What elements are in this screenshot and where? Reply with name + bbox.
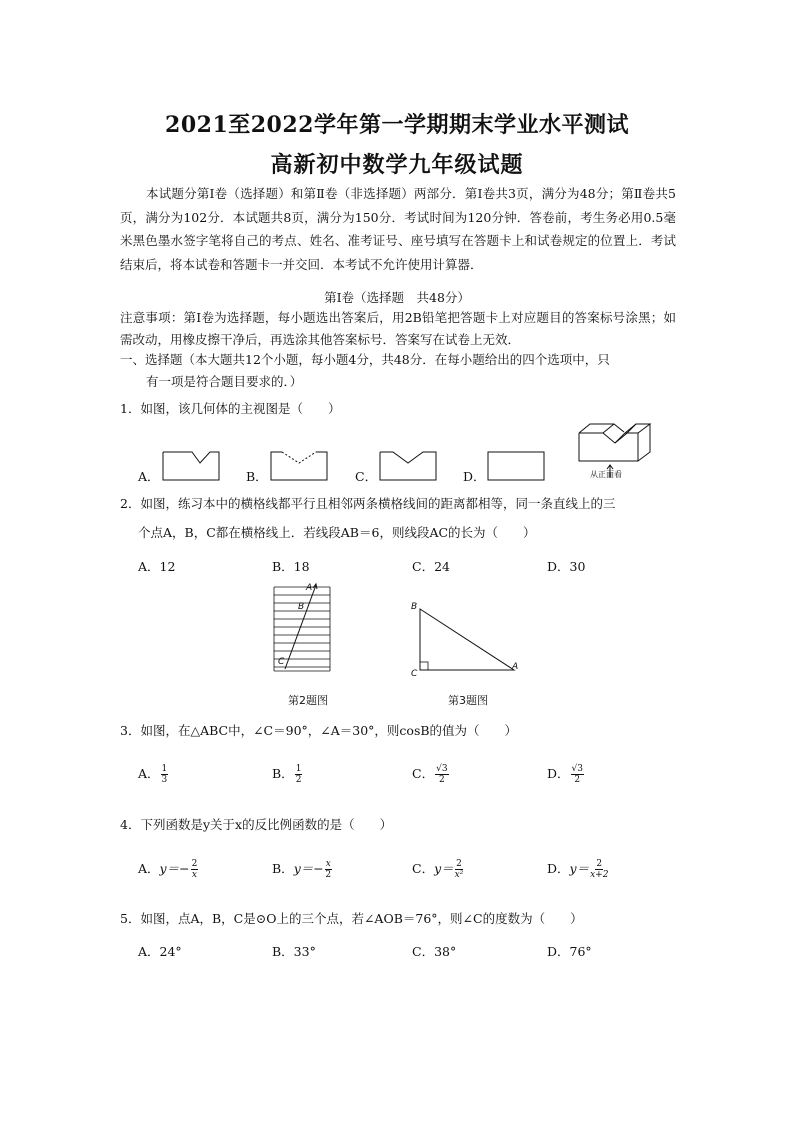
intro-paragraph: 本试题分第Ⅰ卷（选择题）和第Ⅱ卷（非选择题）两部分．第Ⅰ卷共3页，满分为48分；第Ⅱ卷共5页，满分为102分．本试题共8页，满分为150分．考试时间为120分钟．答卷前，考生务必用0.5毫米黑色墨水签字笔将自己的考点、姓名、准考证号、座号填写在答题卡上和试卷规定的位置上．考试结束后，将本试卷和答题卡一并交回．本考试不允许使用计算器． <box>120 186 676 272</box>
section1-heading: 第Ⅰ卷（选择题 共48分） <box>324 290 470 305</box>
q1-solid-caption: 从正面看 <box>590 470 622 479</box>
q5-option-a: A．24° <box>138 944 182 959</box>
q5-stem: 5．如图，点A，B，C是⊙O上的三个点，若∠AOB＝76°，则∠C的度数为（ ） <box>120 911 583 926</box>
q3-frac-a: $\frac{1}{3}$ <box>161 764 168 785</box>
q1-option-a-figure <box>162 451 220 481</box>
q3-point-c: C <box>411 669 418 679</box>
q2-option-d: D．30 <box>547 559 586 574</box>
part1-line2: 有一项是符合题目要求的．） <box>146 374 303 389</box>
q3-figure <box>410 604 520 676</box>
q1-label-d: D． <box>463 469 486 484</box>
q4-option-c: C．y＝ $\frac{2}{\text{x²}}$ <box>412 859 464 880</box>
q2-option-c: C．24 <box>412 559 450 574</box>
q1-label-b: B． <box>246 469 268 484</box>
q2-option-a: A．12 <box>138 559 176 574</box>
q2-point-a: A <box>306 583 313 593</box>
q3-label-d: D． <box>547 766 570 781</box>
q4-frac-b: $\frac{x}{2}$ <box>325 859 332 880</box>
notice-paragraph: 注意事项：第Ⅰ卷为选择题，每小题选出答案后，用2B铅笔把答题卡上对应题目的答案标号涂黑；如需改动，用橡皮擦干净后，再选涂其他答案标号．答案写在试卷上无效． <box>120 310 676 347</box>
q3-option-b <box>272 764 303 785</box>
q2-stem-line1: 2．如图，练习本中的横格线都平行且相邻两条横格线间的距离都相等，同一条直线上的三 <box>120 496 616 511</box>
q3-frac-b: $\frac{1}{2}$ <box>295 764 302 785</box>
q3-figure-caption: 第3题图 <box>448 694 488 707</box>
q3-option-a <box>138 764 169 785</box>
q1-label-a: A． <box>138 469 160 484</box>
q1-option-b-figure <box>270 451 328 481</box>
q4-frac-c: $\frac{2}{\text{x²}}$ <box>454 859 464 880</box>
q3-option-c <box>412 764 450 785</box>
q2-stem-line2: 个点A，B，C都在横格线上．若线段AB＝6，则线段AC的长为（ ） <box>138 525 536 540</box>
q2-figure-caption: 第2题图 <box>288 694 328 707</box>
q1-solid-figure <box>578 421 654 469</box>
q3-point-b: B <box>411 602 418 612</box>
q4-option-b: B．y＝− $\frac{x}{2}$ <box>272 859 332 880</box>
q1-stem: 1．如图，该几何体的主视图是（ ） <box>120 401 341 416</box>
q1-label-c: C． <box>355 469 378 484</box>
q3-frac-d: $\frac{√3}{2}$ <box>571 764 583 785</box>
part1-instructions <box>120 349 676 393</box>
q3-label-c: C． <box>412 766 435 781</box>
q2-option-b: B．18 <box>272 559 310 574</box>
q4-frac-d: $\frac{2}{x+2}$ <box>590 859 609 880</box>
q5-option-b: B．33° <box>272 944 316 959</box>
q2-point-c: C <box>278 657 285 667</box>
q3-label-b: B． <box>272 766 294 781</box>
part1-line1: 一、选择题（本大题共12个小题，每小题4分，共48分．在每小题给出的四个选项中，只 <box>120 352 610 367</box>
q3-point-a: A <box>512 662 519 672</box>
q1-option-c-figure <box>379 451 437 481</box>
q4-option-d: D．y＝ $\frac{2}{x+2}$ <box>547 859 609 880</box>
q2-point-b: B <box>298 602 305 612</box>
q1-option-d-figure <box>487 451 545 481</box>
q5-option-d: D．76° <box>547 944 592 959</box>
q3-stem: 3．如图，在△ABC中，∠C＝90°，∠A＝30°，则cosB的值为（ ） <box>120 723 518 738</box>
q5-option-c: C．38° <box>412 944 457 959</box>
q3-frac-c: $\frac{√3}{2}$ <box>436 764 448 785</box>
q4-frac-a: $\frac{2}{x}$ <box>191 859 198 880</box>
q4-option-a: A．y＝− $\frac{2}{x}$ <box>138 859 198 880</box>
q3-option-d <box>547 764 585 785</box>
q4-stem: 4．下列函数是y关于x的反比例函数的是（ ） <box>120 817 393 832</box>
exam-title: 2021至2022学年第一学期期末学业水平测试 <box>165 112 629 138</box>
exam-subtitle: 高新初中数学九年级试题 <box>270 152 524 178</box>
q3-label-a: A． <box>138 766 160 781</box>
